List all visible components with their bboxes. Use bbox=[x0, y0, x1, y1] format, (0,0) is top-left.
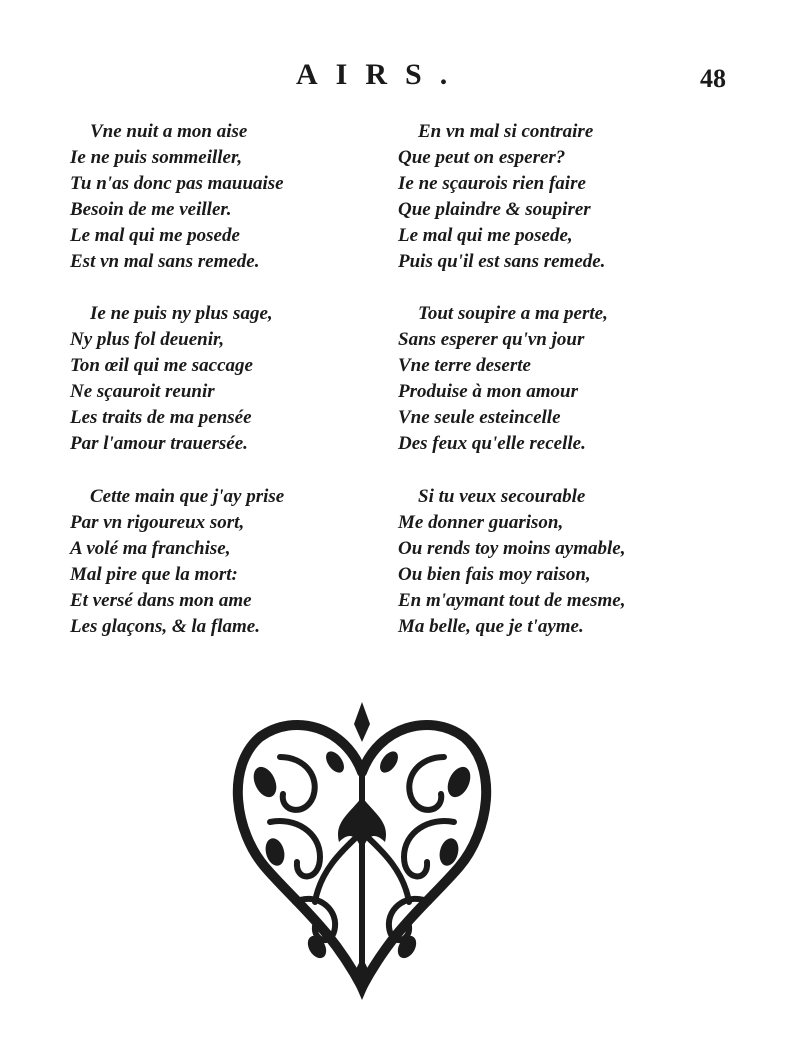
verse-line: Vne terre deserte bbox=[398, 355, 531, 376]
verse-line: Puis qu'il est sans remede. bbox=[398, 251, 606, 272]
verse-line: Vne nuit a mon aise bbox=[90, 121, 248, 142]
verse-line: Mal pire que la mort: bbox=[70, 564, 238, 585]
verse-line: Ie ne puis ny plus sage, bbox=[90, 303, 273, 324]
running-title: AIRS. bbox=[296, 58, 466, 91]
verse-line: A volé ma franchise, bbox=[70, 538, 231, 559]
verse-line: Me donner guarison, bbox=[398, 512, 564, 533]
verse-line: Besoin de me veiller. bbox=[70, 199, 232, 220]
stanza-left-3 bbox=[70, 484, 284, 640]
verse-line: Les glaçons, & la flame. bbox=[70, 616, 260, 637]
verse-line: Ie ne sçaurois rien faire bbox=[398, 173, 586, 194]
stanza-left-1 bbox=[70, 119, 284, 275]
verse-line: Ie ne puis sommeiller, bbox=[70, 147, 243, 168]
verse-line: En m'aymant tout de mesme, bbox=[398, 590, 626, 611]
verse-line: Cette main que j'ay prise bbox=[90, 486, 285, 507]
verse-line: Si tu veux secourable bbox=[418, 486, 586, 507]
verse-line: Le mal qui me posede, bbox=[398, 225, 573, 246]
verse-line: En vn mal si contraire bbox=[418, 121, 594, 142]
verse-line: Et versé dans mon ame bbox=[70, 590, 252, 611]
verse-line: Ma belle, que je t'ayme. bbox=[398, 616, 584, 637]
verse-line: Ne sçauroit reunir bbox=[70, 381, 215, 402]
verse-line: Sans esperer qu'vn jour bbox=[398, 329, 585, 350]
verse-line: Les traits de ma pensée bbox=[70, 407, 252, 428]
verse-line: Tu n'as donc pas mauuaise bbox=[70, 173, 284, 194]
stanza-right-2 bbox=[398, 301, 608, 457]
verse-line: Le mal qui me posede bbox=[70, 225, 240, 246]
stanza-left-2 bbox=[70, 301, 273, 457]
verse-line: Ny plus fol deuenir, bbox=[70, 329, 225, 350]
heart-fleuron-ornament-icon bbox=[225, 702, 499, 1002]
verse-line: Est vn mal sans remede. bbox=[70, 251, 260, 272]
verse-line: Ou bien fais moy raison, bbox=[398, 564, 591, 585]
verse-line: Tout soupire a ma perte, bbox=[418, 303, 608, 324]
stanza-right-1 bbox=[398, 119, 605, 275]
verse-line: Produise à mon amour bbox=[398, 381, 579, 402]
verse-line: Par l'amour trauersée. bbox=[70, 433, 248, 454]
stanza-right-3 bbox=[398, 484, 625, 640]
verse-line: Que peut on esperer? bbox=[398, 147, 566, 168]
verse-line: Des feux qu'elle recelle. bbox=[398, 433, 586, 454]
verse-line: Par vn rigoureux sort, bbox=[70, 512, 245, 533]
page-number: 48 bbox=[700, 64, 726, 93]
verse-line: Ton œil qui me saccage bbox=[70, 355, 253, 376]
verse-line: Vne seule esteincelle bbox=[398, 407, 561, 428]
verse-line: Ou rends toy moins aymable, bbox=[398, 538, 626, 559]
verse-line: Que plaindre & soupirer bbox=[398, 199, 591, 220]
